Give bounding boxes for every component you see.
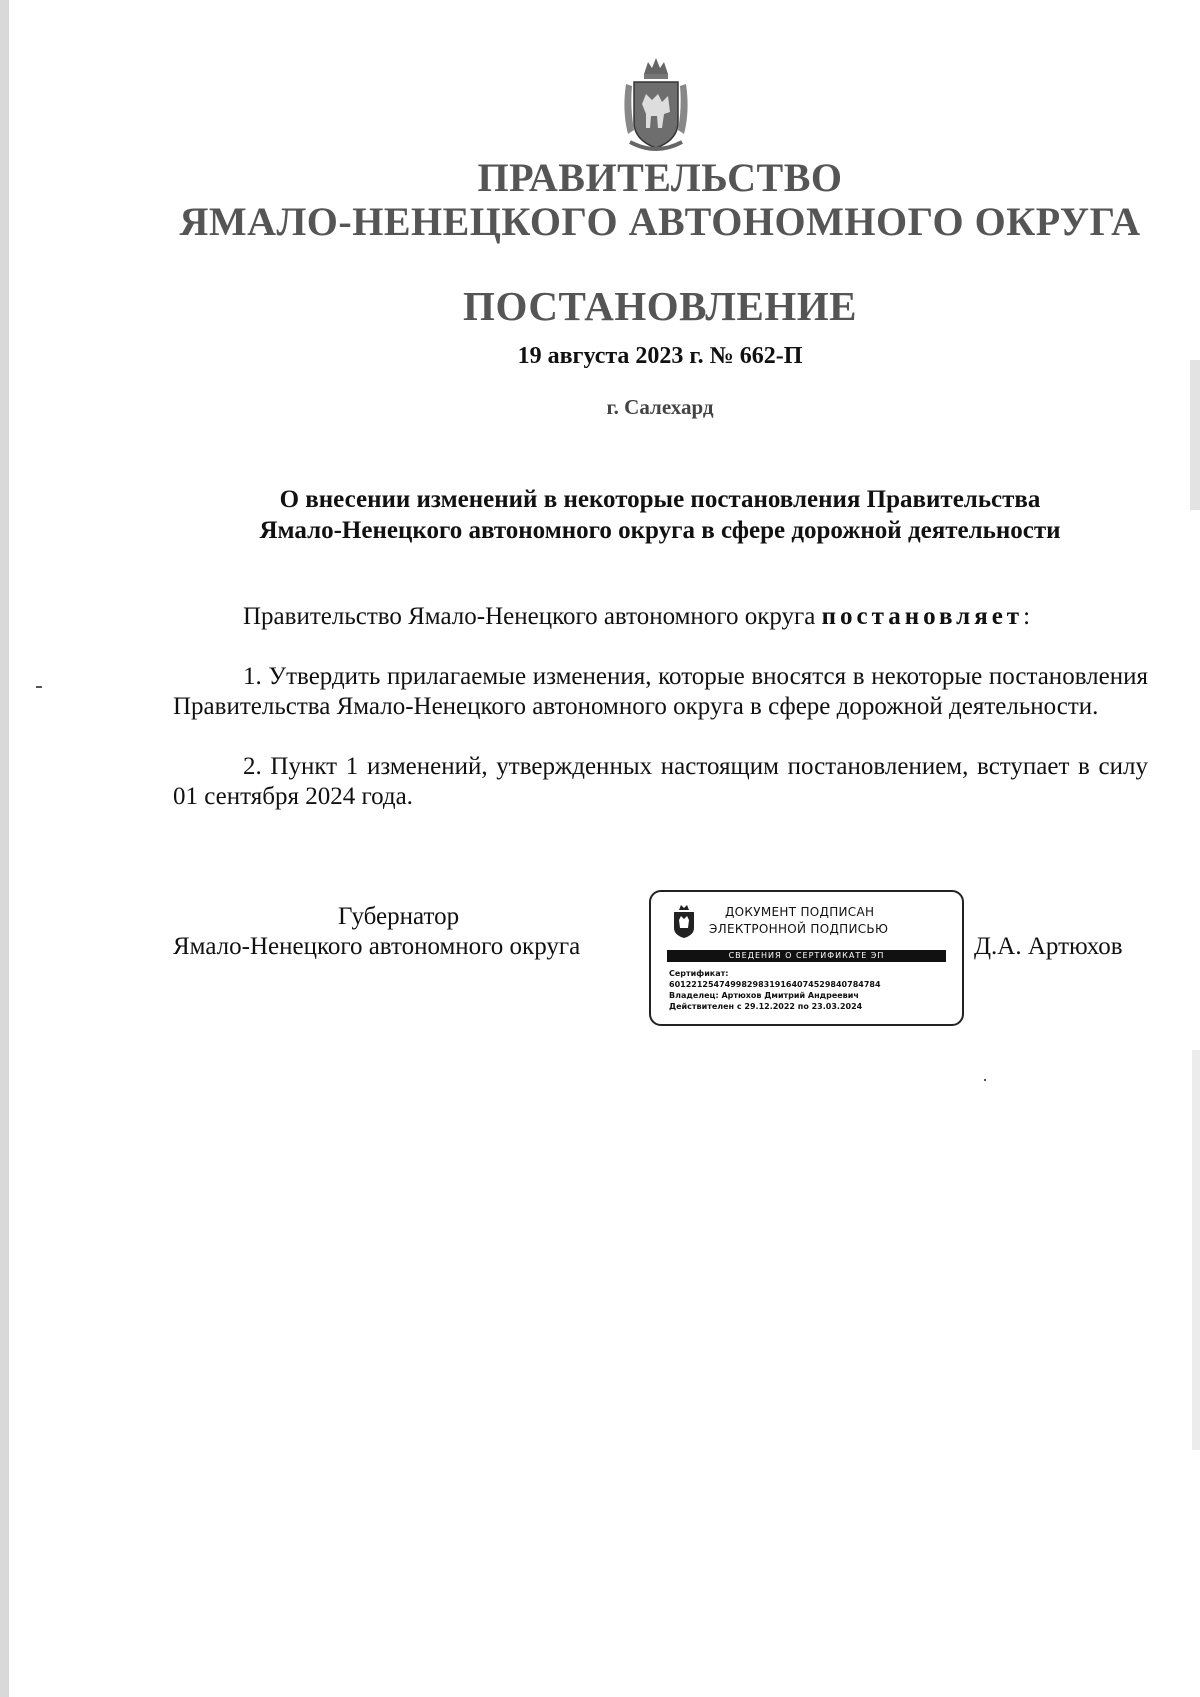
signatory-title-line1: Губернатор	[338, 903, 460, 930]
stamp-validity: Действителен с 29.12.2022 по 23.03.2024	[669, 1002, 863, 1011]
government-title-line2: ЯМАЛО-НЕНЕЦКОГО АВТОНОМНОГО ОКРУГА	[179, 199, 1141, 244]
intro-prefix: Правительство Ямало-Ненецкого автономного округа	[243, 603, 822, 630]
electronic-signature-stamp	[649, 890, 964, 1026]
government-title-line1: ПРАВИТЕЛЬСТВО	[477, 155, 843, 200]
scan-edge-right	[1190, 360, 1200, 510]
intro-paragraph	[173, 602, 1148, 632]
document-city: г. Салехард	[606, 395, 714, 419]
stamp-emblem-icon	[671, 904, 697, 940]
intro-keyword: постановляет	[821, 603, 1024, 630]
stamp-heading-line1: ДОКУМЕНТ ПОДПИСАН	[725, 905, 875, 919]
document-date-number: 19 августа 2023 г. № 662-П	[517, 343, 803, 369]
stamp-cert-label: Сертификат:	[669, 969, 729, 978]
stamp-heading-line2: ЭЛЕКТРОННОЙ ПОДПИСЬЮ	[709, 922, 889, 936]
scan-speck	[36, 686, 42, 688]
scan-edge-right-lower	[1192, 1050, 1200, 1450]
scan-speck	[984, 1079, 986, 1081]
paragraph-item-1: 1. Утвердить прилагаемые изменения, которые вносятся в некоторые постановления Правительства Ямало-Ненецкого автономного округа в сфере дорожной деятельности.	[173, 663, 1148, 720]
stamp-certificate-bar: СВЕДЕНИЯ О СЕРТИФИКАТЕ ЭП	[667, 950, 946, 962]
subject-line1: О внесении изменений в некоторые постановления Правительства	[279, 486, 1041, 513]
stamp-cert-number: 60122125474998298319164074529840784784	[669, 980, 881, 989]
coat-of-arms-icon	[620, 56, 692, 156]
intro-suffix: :	[1023, 603, 1031, 630]
signatory-title-line2: Ямало-Ненецкого автономного округа	[173, 933, 581, 960]
subject-line2: Ямало-Ненецкого автономного округа в сфере дорожной деятельности	[259, 517, 1061, 544]
scan-edge-left	[0, 0, 9, 1697]
paragraph-item-2: 2. Пункт 1 изменений, утвержденных настоящим постановлением, вступает в силу 01 сентября 2024 года.	[173, 753, 1148, 810]
stamp-owner: Владелец: Артюхов Дмитрий Андреевич	[669, 991, 859, 1000]
document-subject	[170, 484, 1150, 546]
document-type: ПОСТАНОВЛЕНИЕ	[463, 283, 857, 329]
signatory-name: Д.А. Артюхов	[974, 933, 1123, 960]
